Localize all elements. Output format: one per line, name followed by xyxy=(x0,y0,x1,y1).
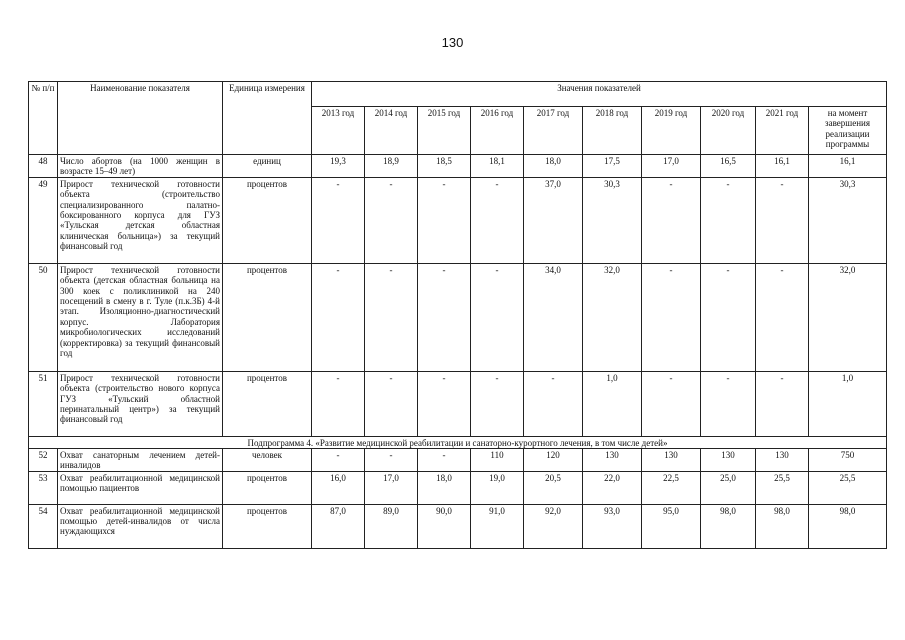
table-row xyxy=(29,448,887,471)
value-cell: - xyxy=(701,263,756,371)
value-cell: 130 xyxy=(701,448,756,471)
unit-cell: процентов xyxy=(223,263,312,371)
indicator-name: Прирост технической готовности объекта (детская областная больница на 300 коек с поликлиникой на 240 посещений в смену в г. Туле (п.к.3Б) 4-й этап. Изоляционно-диагностический корпус. Лаборатория микробиологических исследований (корректировка) за текущий финансовый год xyxy=(58,263,223,371)
value-cell: - xyxy=(365,263,418,371)
value-cell: - xyxy=(365,371,418,436)
page-number: 130 xyxy=(441,35,464,50)
header-unit: Единица измерения xyxy=(223,82,312,155)
unit-cell: процентов xyxy=(223,471,312,504)
value-cell: 32,0 xyxy=(583,263,642,371)
value-cell: - xyxy=(312,177,365,263)
value-cell: 750 xyxy=(809,448,887,471)
header-year: 2013 год xyxy=(312,107,365,155)
value-cell: - xyxy=(642,177,701,263)
value-cell: 16,0 xyxy=(312,471,365,504)
value-cell: 17,0 xyxy=(642,155,701,178)
value-cell: 37,0 xyxy=(524,177,583,263)
indicator-name: Число абортов (на 1000 женщин в возрасте 15–49 лет) xyxy=(58,155,223,178)
header-year: 2019 год xyxy=(642,107,701,155)
value-cell: 130 xyxy=(756,448,809,471)
subprogram-row xyxy=(29,436,887,448)
header-name: Наименование показателя xyxy=(58,82,223,155)
value-cell: 17,0 xyxy=(365,471,418,504)
value-cell: 18,5 xyxy=(418,155,471,178)
unit-cell: процентов xyxy=(223,177,312,263)
value-cell: 19,3 xyxy=(312,155,365,178)
value-cell: 1,0 xyxy=(583,371,642,436)
value-cell: 34,0 xyxy=(524,263,583,371)
value-cell: 19,0 xyxy=(471,471,524,504)
value-cell: 87,0 xyxy=(312,504,365,548)
value-cell: - xyxy=(418,263,471,371)
value-cell: 30,3 xyxy=(809,177,887,263)
header-year: 2021 год xyxy=(756,107,809,155)
value-cell: 20,5 xyxy=(524,471,583,504)
indicator-name: Прирост технической готовности объекта (строительство нового корпуса ГУЗ «Тульский областной перинатальный центр») за текущий финансовый год xyxy=(58,371,223,436)
subprogram-title: Подпрограмма 4. «Развитие медицинской реабилитации и санаторно-курортного лечения, в том числе детей» xyxy=(29,436,887,448)
value-cell: 16,1 xyxy=(756,155,809,178)
unit-cell: единиц xyxy=(223,155,312,178)
row-number: 48 xyxy=(29,155,58,178)
value-cell: - xyxy=(701,177,756,263)
value-cell: 18,1 xyxy=(471,155,524,178)
header-year: 2015 год xyxy=(418,107,471,155)
value-cell: - xyxy=(312,263,365,371)
value-cell: - xyxy=(312,371,365,436)
value-cell: 22,0 xyxy=(583,471,642,504)
row-number: 54 xyxy=(29,504,58,548)
table-row xyxy=(29,504,887,548)
header-num: № п/п xyxy=(29,82,58,155)
header-year: 2014 год xyxy=(365,107,418,155)
row-number: 49 xyxy=(29,177,58,263)
value-cell: 98,0 xyxy=(809,504,887,548)
value-cell: 120 xyxy=(524,448,583,471)
value-cell: 16,1 xyxy=(809,155,887,178)
header-values: Значения показателей xyxy=(312,82,887,107)
indicator-name: Охват санаторным лечением детей-инвалидов xyxy=(58,448,223,471)
value-cell: - xyxy=(642,371,701,436)
value-cell: 1,0 xyxy=(809,371,887,436)
indicators-table xyxy=(28,81,887,549)
value-cell: 130 xyxy=(583,448,642,471)
value-cell: - xyxy=(524,371,583,436)
value-cell: 18,9 xyxy=(365,155,418,178)
value-cell: 92,0 xyxy=(524,504,583,548)
value-cell: 32,0 xyxy=(809,263,887,371)
value-cell: 130 xyxy=(642,448,701,471)
value-cell: - xyxy=(756,263,809,371)
value-cell: 18,0 xyxy=(524,155,583,178)
value-cell: - xyxy=(471,371,524,436)
header-year: 2018 год xyxy=(583,107,642,155)
header-year: 2017 год xyxy=(524,107,583,155)
value-cell: - xyxy=(701,371,756,436)
row-number: 52 xyxy=(29,448,58,471)
table-row xyxy=(29,371,887,436)
value-cell: - xyxy=(418,448,471,471)
indicator-name: Охват реабилитационной медицинской помощью пациентов xyxy=(58,471,223,504)
value-cell: 25,5 xyxy=(809,471,887,504)
value-cell: 25,0 xyxy=(701,471,756,504)
value-cell: 90,0 xyxy=(418,504,471,548)
value-cell: - xyxy=(365,177,418,263)
value-cell: 22,5 xyxy=(642,471,701,504)
value-cell: - xyxy=(471,177,524,263)
value-cell: 16,5 xyxy=(701,155,756,178)
header-year: 2020 год xyxy=(701,107,756,155)
table-row xyxy=(29,263,887,371)
header-row xyxy=(29,82,887,107)
header-year: на момент завершения реализации программы xyxy=(809,107,887,155)
value-cell: - xyxy=(312,448,365,471)
value-cell: 110 xyxy=(471,448,524,471)
value-cell: 98,0 xyxy=(701,504,756,548)
value-cell: 30,3 xyxy=(583,177,642,263)
row-number: 50 xyxy=(29,263,58,371)
value-cell: - xyxy=(418,177,471,263)
value-cell: 17,5 xyxy=(583,155,642,178)
table-row xyxy=(29,155,887,178)
value-cell: 91,0 xyxy=(471,504,524,548)
unit-cell: человек xyxy=(223,448,312,471)
value-cell: - xyxy=(418,371,471,436)
table-row xyxy=(29,471,887,504)
unit-cell: процентов xyxy=(223,371,312,436)
value-cell: 95,0 xyxy=(642,504,701,548)
row-number: 53 xyxy=(29,471,58,504)
value-cell: 93,0 xyxy=(583,504,642,548)
value-cell: 98,0 xyxy=(756,504,809,548)
indicator-name: Охват реабилитационной медицинской помощью детей-инвалидов от числа нуждающихся xyxy=(58,504,223,548)
table-row xyxy=(29,177,887,263)
value-cell: - xyxy=(365,448,418,471)
value-cell: 89,0 xyxy=(365,504,418,548)
row-number: 51 xyxy=(29,371,58,436)
value-cell: 25,5 xyxy=(756,471,809,504)
value-cell: - xyxy=(756,177,809,263)
value-cell: 18,0 xyxy=(418,471,471,504)
header-year: 2016 год xyxy=(471,107,524,155)
value-cell: - xyxy=(642,263,701,371)
unit-cell: процентов xyxy=(223,504,312,548)
value-cell: - xyxy=(471,263,524,371)
indicator-name: Прирост технической готовности объекта (строительство специализированного палатно-боксированного корпуса для ГУЗ «Тульская детская областная клиническая больница») за текущий финансовый год xyxy=(58,177,223,263)
value-cell: - xyxy=(756,371,809,436)
